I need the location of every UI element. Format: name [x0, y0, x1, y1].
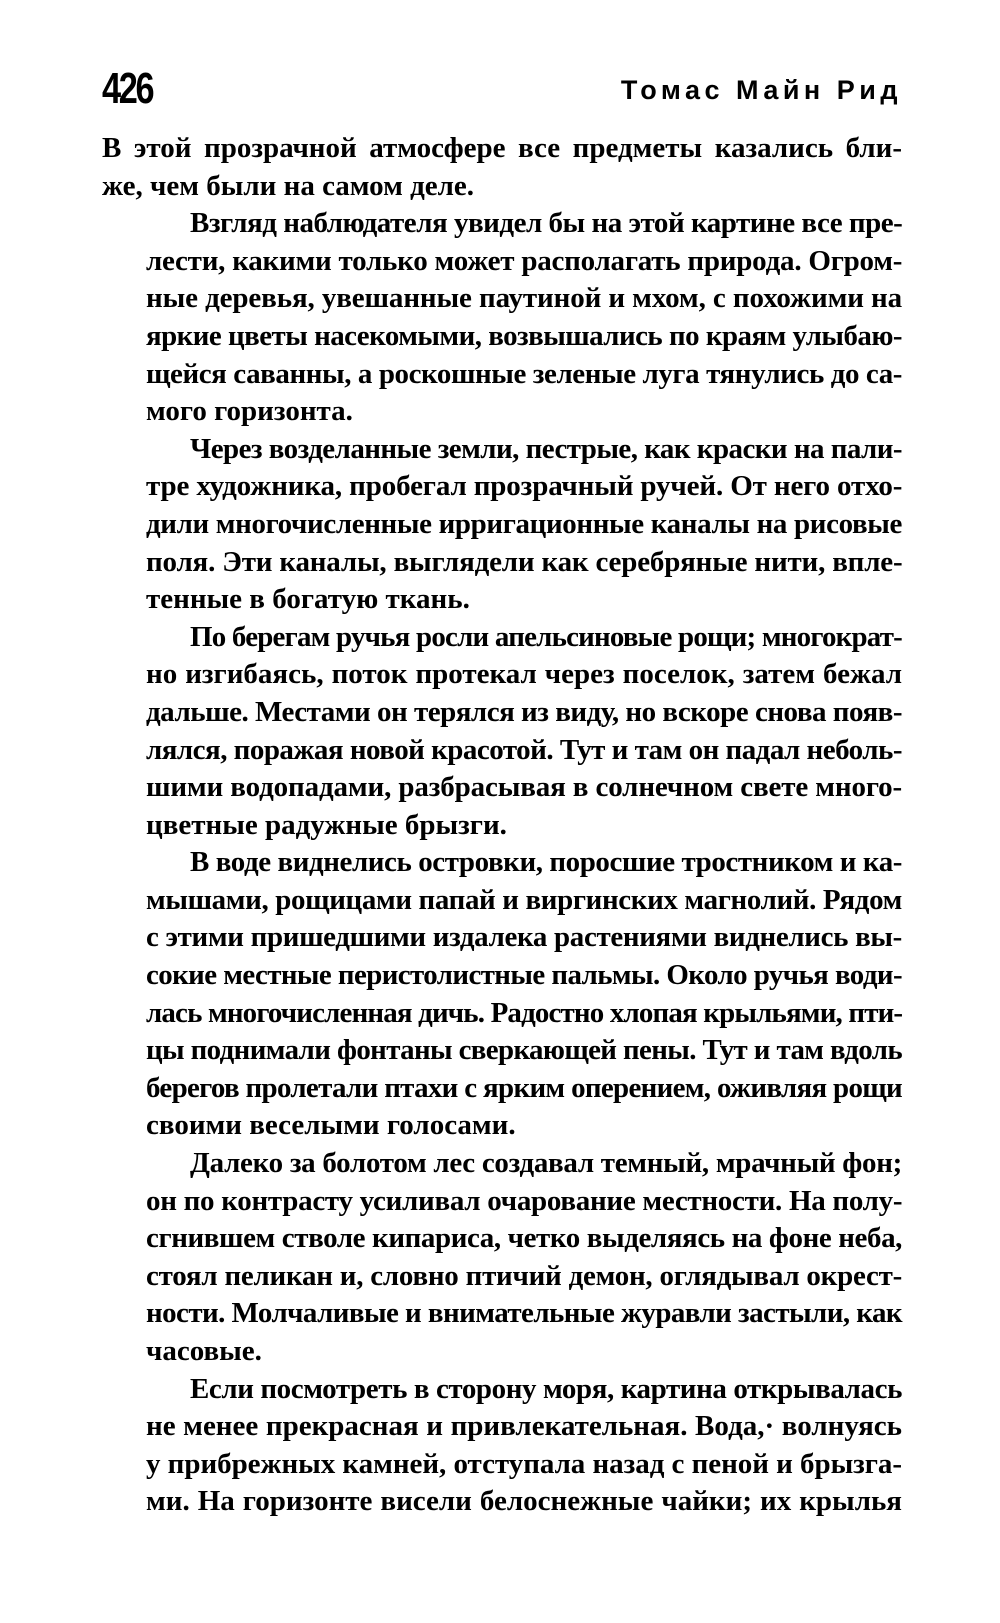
text-line: поля. Эти каналы, выглядели как серебряные нити, впле-: [146, 545, 903, 578]
paragraph: [102, 619, 902, 845]
running-head: [102, 60, 902, 120]
text-line: лялся, поражая новой красотой. Тут и там он падал неболь-: [146, 733, 902, 766]
text-line: ные деревья, увешанные паутиной и мхом, с похожими на: [146, 282, 902, 315]
text-line: дили многочисленные ирригационные каналы на рисовые: [146, 507, 902, 540]
text-line: тенные в богатую ткань.: [146, 583, 470, 616]
text-line: своими веселыми голосами.: [146, 1109, 516, 1142]
text-line: с этими пришедшими издалека растениями виднелись вы-: [146, 921, 902, 954]
text-line: сокие местные перистолистные пальмы. Около ручья води-: [146, 959, 902, 992]
paragraph: [102, 205, 902, 431]
text-line: Далеко за болотом лес создавал темный, мрачный фон;: [190, 1147, 902, 1180]
text-line: у прибрежных камней, отступала назад с пеной и брызга-: [146, 1447, 902, 1480]
paragraph: [102, 130, 902, 205]
page-number: 426: [102, 64, 153, 113]
text-line: ми. На горизонте висели белоснежные чайки; их крылья: [146, 1485, 902, 1518]
text-line: стоял пеликан и, словно птичий демон, оглядывал окрест-: [146, 1259, 902, 1292]
text-line: мого горизонта.: [146, 395, 353, 428]
text-line: цы поднимали фонтаны сверкающей пены. Тут и там вдоль: [146, 1034, 902, 1067]
text-line: берегов пролетали птахи с ярким оперением, оживляя рощи: [146, 1071, 902, 1104]
paragraph: [102, 1371, 902, 1521]
text-line: но изгибаясь, поток протекал через поселок, затем бежал: [146, 658, 902, 691]
text-line: же, чем были на самом деле.: [102, 169, 475, 202]
text-line: Если посмотреть в сторону моря, картина открывалась: [190, 1372, 902, 1405]
text-line: Взгляд наблюдателя увидел бы на этой картине все пре-: [190, 207, 903, 240]
running-head-author: Томас Майн Рид: [620, 75, 902, 105]
text-line: яркие цветы насекомыми, возвышались по краям улыбаю-: [146, 319, 902, 352]
body-text: [102, 130, 902, 1521]
text-line: сгнившем стволе кипариса, четко выделяясь на фоне неба,: [146, 1222, 902, 1255]
text-line: ности. Молчаливые и внимательные журавли застыли, как: [146, 1297, 902, 1330]
text-line: он по контрасту усиливал очарование местности. На полу-: [146, 1184, 903, 1217]
text-line: щейся саванны, а роскошные зеленые луга тянулись до са-: [146, 357, 902, 390]
text-line: По берегам ручья росли апельсиновые рощи; многократ-: [190, 620, 902, 653]
text-line: лась многочисленная дичь. Радостно хлопая крыльями, пти-: [146, 996, 903, 1029]
text-line: Через возделанные земли, пестрые, как краски на пали-: [190, 432, 902, 465]
paragraph: [102, 1145, 902, 1371]
text-line: цветные радужные брызги.: [146, 808, 507, 841]
text-line: лести, какими только может располагать природа. Огром-: [146, 244, 903, 277]
text-line: часовые.: [146, 1335, 262, 1367]
text-line: тре художника, пробегал прозрачный ручей. От него отхо-: [146, 470, 903, 503]
text-line: мышами, рощицами папай и виргинских магнолий. Рядом: [146, 883, 902, 916]
text-line: В этой прозрачной атмосфере все предметы казались бли-: [102, 132, 902, 164]
text-line: дальше. Местами он терялся из виду, но вскоре снова появ-: [146, 695, 902, 728]
paragraph: [102, 431, 902, 619]
text-line: В воде виднелись островки, поросшие тростником и ка-: [190, 846, 902, 879]
text-line: шими водопадами, разбрасывая в солнечном свете много-: [146, 771, 903, 804]
paragraph: [102, 844, 902, 1145]
text-line: не менее прекрасная и привлекательная. Вода,· волнуясь: [146, 1410, 902, 1443]
